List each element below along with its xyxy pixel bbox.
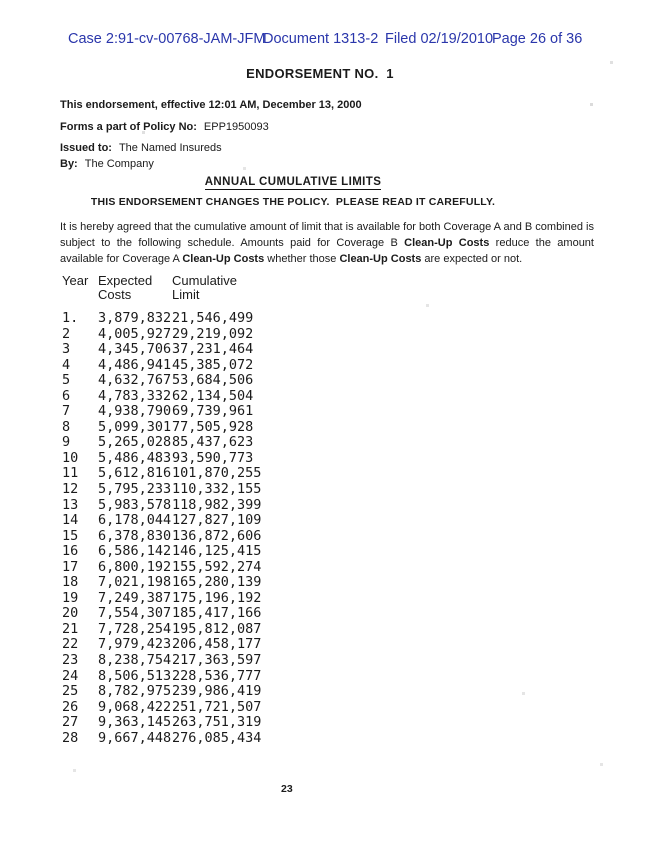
page-info-text: Page 26 of 36: [492, 31, 583, 47]
table-row: [62, 358, 261, 374]
table-row: [62, 498, 261, 514]
year-cell: 7: [62, 403, 71, 420]
agreement-paragraph: [60, 219, 594, 267]
policy-change-notice: THIS ENDORSEMENT CHANGES THE POLICY. PLEASE READ IT CAREFULLY.: [90, 196, 496, 208]
expected-costs-cell: 7,979,423: [98, 636, 172, 653]
year-cell: 14: [62, 512, 79, 529]
expected-costs-cell: 7,021,198: [98, 574, 172, 591]
page-number: 23: [281, 783, 293, 795]
year-cell: 10: [62, 449, 79, 466]
table-row: [62, 389, 261, 405]
expected-costs-cell: 9,667,448: [98, 729, 172, 746]
year-cell: 20: [62, 605, 79, 622]
cumulative-limit-cell: 69,739,961: [172, 403, 254, 420]
table-row: [62, 653, 261, 669]
issued-by-value: The Company: [84, 158, 154, 170]
table-row: [62, 466, 261, 482]
year-cell: 19: [62, 589, 79, 606]
col-header-cumulative-limit: [172, 274, 237, 301]
table-row: [62, 715, 261, 731]
cumulative-limit-cell: 85,437,623: [172, 434, 254, 451]
expected-costs-cell: 4,345,706: [98, 341, 172, 358]
year-cell: 3: [62, 341, 71, 358]
agreement-text-segment: are expected or not.: [421, 253, 523, 265]
cumulative-limit-cell: 263,751,319: [172, 714, 262, 731]
schedule-table-body: [62, 311, 261, 746]
cumulative-limit-cell: 62,134,504: [172, 387, 254, 404]
cumulative-limit-cell: 45,385,072: [172, 356, 254, 373]
cumulative-limit-cell: 146,125,415: [172, 543, 262, 560]
cumulative-limit-cell: 77,505,928: [172, 418, 254, 435]
col-header-expected-costs: [98, 274, 172, 301]
expected-costs-cell: 5,612,816: [98, 465, 172, 482]
scan-speckles: [0, 0, 1, 1]
expected-costs-cell: 6,178,044: [98, 512, 172, 529]
table-row: [62, 684, 261, 700]
expected-costs-cell: 7,249,387: [98, 589, 172, 606]
issued-to-value: The Named Insureds: [118, 142, 222, 154]
cumulative-limit-cell: 217,363,597: [172, 652, 262, 669]
table-row: [62, 731, 261, 747]
table-row: [62, 513, 261, 529]
policy-number-label: Forms a part of Policy No:: [60, 121, 197, 133]
table-row: [62, 637, 261, 653]
expected-costs-cell: 4,632,767: [98, 372, 172, 389]
expected-costs-cell: 4,938,790: [98, 403, 172, 420]
expected-costs-cell: 4,005,927: [98, 325, 172, 342]
year-cell: 16: [62, 543, 79, 560]
expected-costs-cell: 4,486,941: [98, 356, 172, 373]
cumulative-limit-cell: 110,332,155: [172, 481, 262, 498]
section-heading-wrap: [0, 172, 586, 190]
table-row: [62, 529, 261, 545]
cumulative-limit-cell: 118,982,399: [172, 496, 262, 513]
policy-number-value: EPP1950093: [203, 121, 269, 133]
expected-costs-cell: 7,728,254: [98, 620, 172, 637]
cumulative-limit-cell: 251,721,507: [172, 698, 262, 715]
filed-date-text: Filed 02/19/2010: [385, 31, 494, 47]
cumulative-limit-cell: 155,592,274: [172, 558, 262, 575]
col-header-expected-line1: Expected: [98, 273, 153, 288]
agreement-text-segment: reduce the amount available for Coverage A: [60, 237, 594, 265]
year-cell: 28: [62, 729, 79, 746]
table-row: [62, 420, 261, 436]
year-cell: 17: [62, 558, 79, 575]
table-row: [62, 622, 261, 638]
table-row: [62, 342, 261, 358]
court-filing-header: [0, 31, 653, 51]
case-number-text: Case 2:91-cv-00768-JAM-JFM: [68, 31, 266, 47]
expected-costs-cell: 6,586,142: [98, 543, 172, 560]
table-row: [62, 606, 261, 622]
year-cell: 2: [62, 325, 71, 342]
year-cell: 9: [62, 434, 71, 451]
section-heading: ANNUAL CUMULATIVE LIMITS: [204, 176, 382, 188]
cumulative-limit-cell: 93,590,773: [172, 449, 254, 466]
table-row: [62, 669, 261, 685]
cumulative-limit-cell: 276,085,434: [172, 729, 262, 746]
cumulative-limit-cell: 195,812,087: [172, 620, 262, 637]
cumulative-limit-cell: 53,684,506: [172, 372, 254, 389]
issued-to-line: [60, 142, 222, 154]
year-cell: 11: [62, 465, 79, 482]
agreement-text-segment: whether those: [264, 253, 340, 265]
table-row: [62, 451, 261, 467]
year-cell: 6: [62, 387, 71, 404]
table-row: [62, 575, 261, 591]
cumulative-limit-cell: 127,827,109: [172, 512, 262, 529]
cumulative-limit-cell: 175,196,192: [172, 589, 262, 606]
expected-costs-cell: 5,486,483: [98, 449, 172, 466]
table-row: [62, 544, 261, 560]
year-cell: 25: [62, 683, 79, 700]
expected-costs-cell: 9,068,422: [98, 698, 172, 715]
clean-up-costs-term: Clean-Up Costs: [404, 237, 490, 249]
table-row: [62, 482, 261, 498]
year-cell: 18: [62, 574, 79, 591]
col-header-expected-line2: Costs: [98, 286, 132, 302]
year-cell: 8: [62, 418, 71, 435]
table-row: [62, 700, 261, 716]
issued-by-label: By:: [60, 158, 78, 170]
cumulative-limit-cell: 239,986,419: [172, 683, 262, 700]
cumulative-limit-cell: 206,458,177: [172, 636, 262, 653]
expected-costs-cell: 8,506,513: [98, 667, 172, 684]
issued-by-line: [60, 158, 154, 170]
year-cell: 15: [62, 527, 79, 544]
col-header-cumulative-line2: Limit: [172, 286, 200, 302]
cumulative-limit-cell: 29,219,092: [172, 325, 254, 342]
effective-date-line: This endorsement, effective 12:01 AM, December 13, 2000: [60, 99, 362, 111]
year-cell: 1.: [62, 310, 79, 326]
year-cell: 24: [62, 667, 79, 684]
expected-costs-cell: 7,554,307: [98, 605, 172, 622]
expected-costs-cell: 6,378,830: [98, 527, 172, 544]
table-row: [62, 435, 261, 451]
year-cell: 13: [62, 496, 79, 513]
expected-costs-cell: 3,879,832: [98, 310, 172, 326]
expected-costs-cell: 4,783,332: [98, 387, 172, 404]
policy-number-line: [60, 121, 269, 133]
cumulative-limit-cell: 228,536,777: [172, 667, 262, 684]
agreement-text-segment: It is hereby agreed that the cumulative amount of limit that is available for both Coverage A and B combined is subject to the following schedule. Amounts paid for Coverage B: [60, 221, 594, 249]
year-cell: 21: [62, 620, 79, 637]
cumulative-limit-cell: 136,872,606: [172, 527, 262, 544]
cumulative-limit-cell: 101,870,255: [172, 465, 262, 482]
cumulative-limit-cell: 37,231,464: [172, 341, 254, 358]
expected-costs-cell: 5,983,578: [98, 496, 172, 513]
year-cell: 23: [62, 652, 79, 669]
cumulative-limit-cell: 185,417,166: [172, 605, 262, 622]
year-cell: 26: [62, 698, 79, 715]
endorsement-title: ENDORSEMENT NO. 1: [246, 66, 394, 81]
expected-costs-cell: 8,782,975: [98, 683, 172, 700]
document-number-text: Document 1313-2: [263, 31, 379, 47]
expected-costs-cell: 6,800,192: [98, 558, 172, 575]
expected-costs-cell: 9,363,145: [98, 714, 172, 731]
cumulative-limit-cell: 21,546,499: [172, 310, 254, 326]
table-row: [62, 404, 261, 420]
col-header-cumulative-line1: Cumulative: [172, 273, 238, 288]
year-cell: 4: [62, 356, 71, 373]
expected-costs-cell: 5,795,233: [98, 481, 172, 498]
cumulative-limit-cell: 165,280,139: [172, 574, 262, 591]
table-row: [62, 327, 261, 343]
table-row: [62, 560, 261, 576]
schedule-table-header: [62, 274, 237, 301]
expected-costs-cell: 5,265,028: [98, 434, 172, 451]
table-row: [62, 591, 261, 607]
table-row: [62, 373, 261, 389]
expected-costs-cell: 5,099,301: [98, 418, 172, 435]
year-cell: 27: [62, 714, 79, 731]
clean-up-costs-term: Clean-Up Costs: [182, 253, 265, 265]
year-cell: 5: [62, 372, 71, 389]
table-row: [62, 311, 261, 327]
clean-up-costs-term: Clean-Up Costs: [339, 253, 422, 265]
year-cell: 22: [62, 636, 79, 653]
year-cell: 12: [62, 481, 79, 498]
expected-costs-cell: 8,238,754: [98, 652, 172, 669]
issued-to-label: Issued to:: [60, 142, 112, 154]
col-header-year: Year: [62, 273, 89, 288]
